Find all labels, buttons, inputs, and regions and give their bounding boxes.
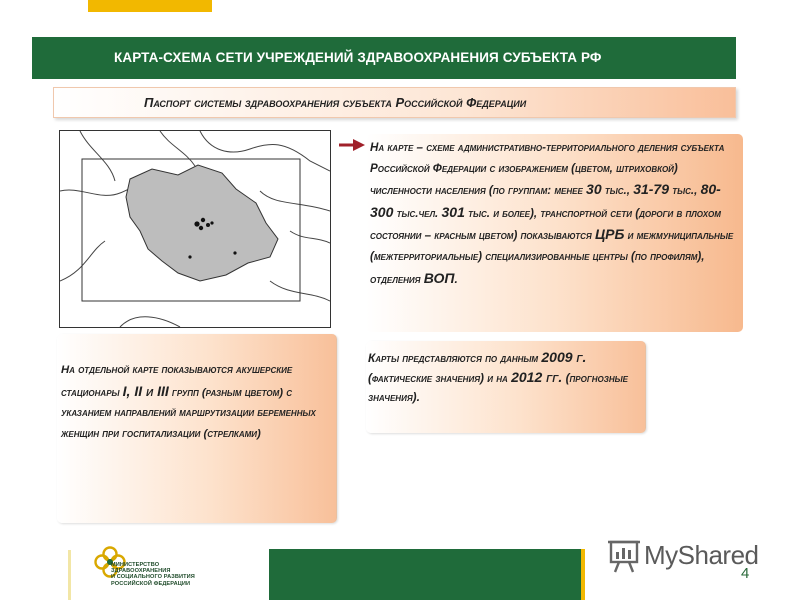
- ministry-name: [111, 562, 195, 587]
- maternity-text-1: На отдельной карте показываются акушерские стационары: [61, 364, 293, 399]
- region-shape: [126, 165, 278, 281]
- vop-label: ВОП: [423, 269, 455, 286]
- maternity-map-note: [57, 334, 337, 523]
- map-text-5: тыс. и более), транспортной сети (дороги в плохом состоянии – красным цветом) показываются: [370, 206, 721, 243]
- presentation-board-icon: [605, 536, 643, 576]
- top-accent-bar: [88, 0, 212, 12]
- map-text-7: .: [454, 272, 458, 286]
- ministry-line-2: ЗДРАВООХРАНЕНИЯ: [111, 568, 171, 575]
- data-text-1: Карты представляются по данным: [368, 351, 542, 365]
- data-text-3: (прогнозные значения).: [368, 371, 628, 404]
- data-period-note: [366, 341, 646, 433]
- data-period-text: [368, 351, 628, 404]
- year-2012-label: 2012 гг.: [511, 369, 563, 385]
- page-number: 4: [741, 565, 750, 582]
- region-map-drawing: [60, 131, 330, 327]
- footer-green-band: [269, 549, 585, 600]
- population-group-301: 301: [441, 203, 465, 220]
- map-text-1: На карте – схеме административно-территориального деления субъекта Российской Федерации с изображением (цветом, штриховкой) численности населения (по группам: менее: [370, 141, 725, 198]
- data-text-2: (фактические значения) и на: [368, 371, 512, 385]
- population-group-31-79: 31-79: [633, 181, 669, 198]
- crb-label: ЦРБ: [594, 226, 625, 243]
- hospital-groups-label: I, II и III: [122, 382, 169, 399]
- map-text-3: тыс.,: [669, 184, 701, 198]
- population-group-30: 30: [586, 181, 602, 198]
- region-map: [59, 130, 331, 328]
- slide-title: КАРТА-СХЕМА СЕТИ УЧРЕЖДЕНИЙ ЗДРАВООХРАНЕНИЯ СУБЪЕКТА РФ: [32, 37, 736, 79]
- ministry-line-4: РОССИЙСКОЙ ФЕДЕРАЦИИ: [111, 580, 191, 587]
- slide-subtitle: [53, 87, 736, 118]
- maternity-text-2: групп (разным цветом) с указанием направлений маршрутизации беременных женщин при госпитализации (стрелками): [61, 386, 316, 440]
- map-description-note: [366, 134, 743, 332]
- footer-divider: [68, 550, 71, 600]
- maternity-text: [61, 364, 316, 440]
- year-2009-label: 2009 г.: [541, 349, 587, 365]
- watermark-text: MyShared: [644, 540, 759, 570]
- subtitle-text: Паспорт системы здравоохранения субъекта Российской Федерации: [144, 95, 527, 110]
- map-text-2: тыс.,: [601, 184, 634, 198]
- ministry-line-1: МИНИСТЕРСТВО: [111, 562, 160, 568]
- map-description-text: [370, 141, 733, 286]
- population-group-80-300: 80-300: [370, 181, 721, 220]
- map-text-4: тыс.чел.: [393, 206, 442, 220]
- ministry-line-3: И СОЦИАЛЬНОГО РАЗВИТИЯ: [111, 574, 195, 581]
- pointer-arrow-icon: [338, 136, 366, 154]
- map-text-6: и межмуниципальные (межтерриториальные) специализированные центры (по профилям), отделения: [370, 229, 734, 286]
